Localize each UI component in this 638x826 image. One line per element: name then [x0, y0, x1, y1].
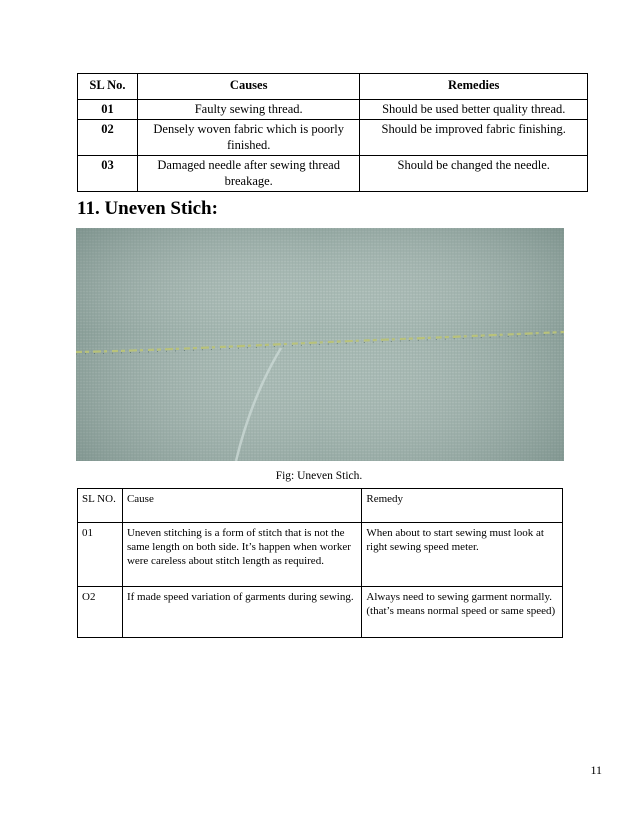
header-remedy: Remedy: [362, 489, 563, 523]
row-remedy: Should be used better quality thread.: [360, 100, 588, 120]
table-row: [78, 100, 588, 120]
header-causes: Causes: [137, 74, 360, 100]
row-cause: Uneven stitching is a form of stitch that is not the same length on both side. It’s happen when worker were careless about stitch length as required.: [122, 523, 361, 587]
cause-remedy-table: [77, 488, 563, 638]
figure-caption: Fig: Uneven Stich.: [275, 470, 363, 482]
table-row: [78, 523, 563, 587]
row-cause: Densely woven fabric which is poorly finished.: [137, 120, 360, 156]
table-row: [78, 587, 563, 638]
header-sl: SL NO.: [78, 489, 123, 523]
table-row: [78, 156, 588, 192]
page-number: 11: [590, 763, 602, 777]
table-header-row: [78, 74, 588, 100]
row-sl: 01: [78, 100, 138, 120]
table-header-row: [78, 489, 563, 523]
row-sl: 02: [78, 120, 138, 156]
row-cause: If made speed variation of garments during sewing.: [122, 587, 361, 638]
uneven-stitch-photo: [76, 228, 564, 461]
causes-remedies-table: [77, 73, 588, 192]
header-remedies: Remedies: [360, 74, 588, 100]
row-sl: O2: [78, 587, 123, 638]
row-cause: Damaged needle after sewing thread breakage.: [137, 156, 360, 192]
table-row: [78, 120, 588, 156]
row-remedy: Always need to sewing garment normally.(that’s means normal speed or same speed): [362, 587, 563, 638]
header-sl: SL No.: [78, 74, 138, 100]
section-heading: 11. Uneven Stich:: [77, 198, 218, 219]
row-cause: Faulty sewing thread.: [137, 100, 360, 120]
row-remedy: When about to start sewing must look at right sewing speed meter.: [362, 523, 563, 587]
row-sl: 03: [78, 156, 138, 192]
row-remedy: Should be changed the needle.: [360, 156, 588, 192]
row-remedy: Should be improved fabric finishing.: [360, 120, 588, 156]
row-sl: 01: [78, 523, 123, 587]
header-cause: Cause: [122, 489, 361, 523]
